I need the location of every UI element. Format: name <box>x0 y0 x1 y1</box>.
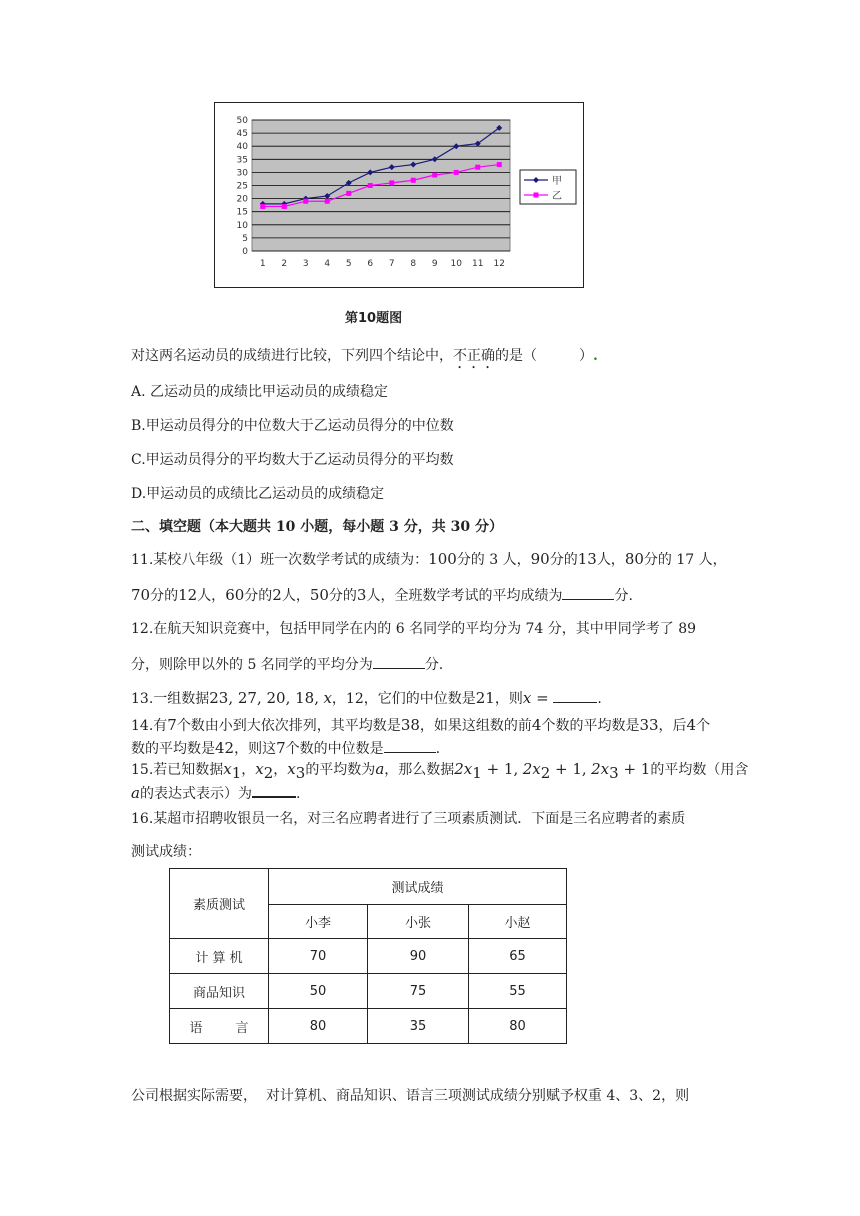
table-cell: 70 <box>269 939 368 974</box>
q11-num: 80 <box>624 550 644 568</box>
q15-line1: 15.若已知数据$x_1$，$x_2$，$x_3$的平均数为a，那么数据$2x_1 + 1$, $2x_2 + 1$, $2x_3 + 1$的平均数（用含 <box>131 760 749 782</box>
q15-sub: 2 <box>540 763 551 782</box>
q11-text: 分的 <box>150 588 179 604</box>
q13-eq: = <box>531 689 554 707</box>
q14-num: 42 <box>215 739 235 757</box>
series-point-2 <box>497 162 502 167</box>
legend-box <box>520 170 576 204</box>
q14-num: 4 <box>686 716 697 734</box>
y-tick-label: 15 <box>236 207 248 218</box>
q11-answer-blank[interactable] <box>562 585 614 600</box>
q15-text: 的平均数（用含 <box>650 762 749 778</box>
q14-text: 14.有 <box>131 718 168 734</box>
series-point-2 <box>282 204 287 209</box>
q15-var: a <box>375 760 385 778</box>
table-cell: 75 <box>368 974 469 1009</box>
q12-text: 分，则除甲以外的 5 名同学的平均分为 <box>131 657 373 673</box>
table-cell: 50 <box>269 974 368 1009</box>
q12-answer-blank[interactable] <box>373 654 425 669</box>
q14-text: ，则这 <box>234 741 277 757</box>
q15-line2 <box>131 782 300 803</box>
x-tick-label: 7 <box>388 259 395 269</box>
series-point-2 <box>325 199 330 204</box>
q11-text: 分的 3 人， <box>456 552 531 568</box>
y-tick-label: 35 <box>236 155 248 166</box>
q14-num: 33 <box>639 716 659 734</box>
q15-sub: 3 <box>295 763 306 782</box>
table-header-name: 小赵 <box>469 905 567 939</box>
q15-expr: + 1, <box>481 760 519 778</box>
table-header-name: 小张 <box>368 905 469 939</box>
q11-text: 分的 17 人， <box>643 552 727 568</box>
section2-heading: 二、填空题（本大题共 10 小题，每小题 3 分，共 30 分） <box>131 519 503 535</box>
q15-sub: 2 <box>263 763 274 782</box>
q11-num: 60 <box>225 586 245 604</box>
y-tick-label: 0 <box>242 247 248 257</box>
x-tick-label: 3 <box>302 259 309 269</box>
q15-expr: 2x <box>591 760 610 778</box>
series-point-2 <box>454 170 459 175</box>
q10-stem-dotted: 不正确 <box>453 348 495 364</box>
q14-num: 38 <box>400 716 420 734</box>
chart-frame <box>214 102 584 288</box>
table-cell: 65 <box>469 939 567 974</box>
q11-line2 <box>131 585 633 605</box>
q14-line2 <box>131 738 440 758</box>
table-corner-cell: 素质测试 <box>170 869 269 939</box>
series-point-2 <box>432 173 437 178</box>
q13-var: x <box>522 689 532 707</box>
legend-label: 乙 <box>552 191 562 202</box>
table-cell: 90 <box>368 939 469 974</box>
q10-option-c: C.甲运动员得分的平均数大于乙运动员得分的平均数 <box>131 452 454 468</box>
table-cell: 35 <box>368 1009 469 1044</box>
q15-answer-blank[interactable] <box>252 782 296 798</box>
table-cell: 80 <box>469 1009 567 1044</box>
y-tick-label: 50 <box>236 116 248 126</box>
q14-text: 数的平均数是 <box>131 741 215 757</box>
q11-num: 50 <box>309 586 329 604</box>
q11-text: 11.某校八年级（1）班一次数学考试的成绩为： <box>131 552 429 568</box>
q14-line1 <box>131 716 710 735</box>
x-tick-label: 12 <box>493 259 505 269</box>
table-row-label: 计 算 机 <box>170 939 269 974</box>
q11-num: 100 <box>428 550 457 568</box>
q11-text: 分的 <box>244 588 273 604</box>
x-tick-label: 4 <box>324 259 331 269</box>
q11-num: 12 <box>178 586 198 604</box>
q15-sub: 1 <box>231 763 242 782</box>
q13-answer-blank[interactable] <box>553 688 597 703</box>
q14-num: 7 <box>167 716 177 734</box>
q14-text: 个数的平均数是 <box>541 718 640 734</box>
q12-line1: 12.在航天知识竞赛中，包括甲同学在内的 6 名同学的平均分为 74 分，其中甲同学考了 89 <box>131 621 697 637</box>
q14-text: 个数的中位数是 <box>285 741 384 757</box>
x-tick-label: 11 <box>472 259 484 269</box>
q14-text: ，后 <box>658 718 687 734</box>
q10-option-d: D.甲运动员的成绩比乙运动员的成绩稳定 <box>131 486 385 502</box>
y-tick-label: 10 <box>236 220 248 231</box>
q14-text: 个 <box>696 718 711 734</box>
q15-var: x <box>223 760 232 778</box>
x-tick-label: 8 <box>410 259 417 269</box>
q14-num: 7 <box>276 739 286 757</box>
table-row-label: 商品知识 <box>170 974 269 1009</box>
table-group-header: 测试成绩 <box>269 869 567 905</box>
series-point-2 <box>260 204 265 209</box>
q15-sub: 1 <box>472 763 482 782</box>
q14-answer-blank[interactable] <box>384 738 436 753</box>
q16-line2: 测试成绩： <box>131 844 201 860</box>
q16-line1: 16.某超市招聘收银员一名，对三名应聘者进行了三项素质测试．下面是三名应聘者的素质 <box>131 811 686 827</box>
q13-text: . <box>597 691 602 707</box>
table-row <box>170 939 567 974</box>
q10-stem <box>131 347 598 372</box>
q11-num: 13 <box>577 550 597 568</box>
q12-text: 分. <box>424 657 444 673</box>
q11-num: 70 <box>131 586 151 604</box>
q11-text: 分的 <box>549 552 578 568</box>
y-tick-label: 45 <box>236 129 248 140</box>
q14-text: . <box>435 741 441 757</box>
q15-var: a <box>131 784 140 802</box>
x-tick-label: 6 <box>367 259 374 269</box>
q13-num: 21 <box>475 689 495 707</box>
table-row <box>170 974 567 1009</box>
x-tick-label: 10 <box>450 259 462 269</box>
q16-after-text: 公司根据实际需要， 对计算机、商品知识、语言三项测试成绩分别赋予权重 4、3、2，则 <box>131 1088 690 1104</box>
q11-text: 分的 <box>328 588 357 604</box>
q11-line1 <box>131 550 727 569</box>
table-row <box>170 1009 567 1044</box>
q11-text: 人， <box>197 588 226 604</box>
q13-nums: 23, 27, 20, 18, <box>209 689 319 707</box>
x-tick-label: 9 <box>431 259 438 269</box>
q11-text: 人， <box>281 588 310 604</box>
q13-text: ，12，它们的中位数是 <box>331 691 476 707</box>
q15-var: x <box>287 760 296 778</box>
q14-num: 4 <box>531 716 542 734</box>
q13-text: 13.一组数据 <box>131 691 210 707</box>
table-cell: 80 <box>269 1009 368 1044</box>
q15-expr: 2x <box>522 760 541 778</box>
q15-text: 的表达式表示）为 <box>139 786 252 802</box>
scores-table <box>169 868 567 1044</box>
q11-num: 90 <box>530 550 550 568</box>
series-point-2 <box>368 183 373 188</box>
table-header-name: 小李 <box>269 905 368 939</box>
q14-text: 个数由小到大依次排列，其平均数是 <box>176 718 401 734</box>
line-chart <box>215 103 583 287</box>
series-point-2 <box>475 165 480 170</box>
q15-var: x <box>255 760 264 778</box>
q15-expr: + 1, <box>550 760 587 778</box>
series-point-2 <box>389 180 394 185</box>
q13-text: ，则 <box>494 691 523 707</box>
q15-text: 的平均数为 <box>305 762 376 778</box>
legend-label: 甲 <box>552 176 562 187</box>
q11-text: 人， <box>596 552 625 568</box>
q10-option-b: B.甲运动员得分的中位数大于乙运动员得分的中位数 <box>131 418 454 434</box>
x-tick-label: 2 <box>281 259 288 269</box>
x-tick-label: 5 <box>345 259 352 269</box>
y-tick-label: 30 <box>236 168 248 179</box>
q13-var: x <box>323 689 332 707</box>
table-cell: 55 <box>469 974 567 1009</box>
legend-marker <box>534 193 539 198</box>
q10-option-a: A. 乙运动员的成绩比甲运动员的成绩稳定 <box>131 384 389 400</box>
q15-text: 15.若已知数据 <box>131 762 224 778</box>
y-tick-label: 5 <box>242 233 248 244</box>
q15-sub: 3 <box>609 763 619 782</box>
table-row-label: 语 言 <box>170 1009 269 1044</box>
y-tick-label: 20 <box>236 194 248 205</box>
q11-text: 分. <box>614 588 633 604</box>
figure-caption: 第10题图 <box>345 311 403 326</box>
y-tick-label: 25 <box>236 181 248 192</box>
series-point-2 <box>346 191 351 196</box>
q11-text: 人，全班数学考试的平均成绩为 <box>366 588 563 604</box>
series-point-2 <box>303 199 308 204</box>
q11-num: 3 <box>356 586 367 604</box>
q10-stem-before: 对这两名运动员的成绩进行比较，下列四个结论中， <box>131 348 453 364</box>
x-tick-label: 1 <box>259 259 266 269</box>
q14-text: ，如果这组数的前 <box>419 718 532 734</box>
q10-stem-after: 的是（ ） <box>495 348 593 364</box>
q12-line2 <box>131 654 443 674</box>
q10-stem-end: . <box>593 348 598 364</box>
y-tick-label: 40 <box>236 142 248 153</box>
q15-text: . <box>295 786 301 802</box>
q15-expr: + 1 <box>618 760 651 778</box>
q15-expr: 2x <box>454 760 473 778</box>
q15-text: ，那么数据 <box>384 762 455 778</box>
q11-num: 2 <box>272 586 282 604</box>
series-point-2 <box>411 178 416 183</box>
q13-line <box>131 688 602 708</box>
